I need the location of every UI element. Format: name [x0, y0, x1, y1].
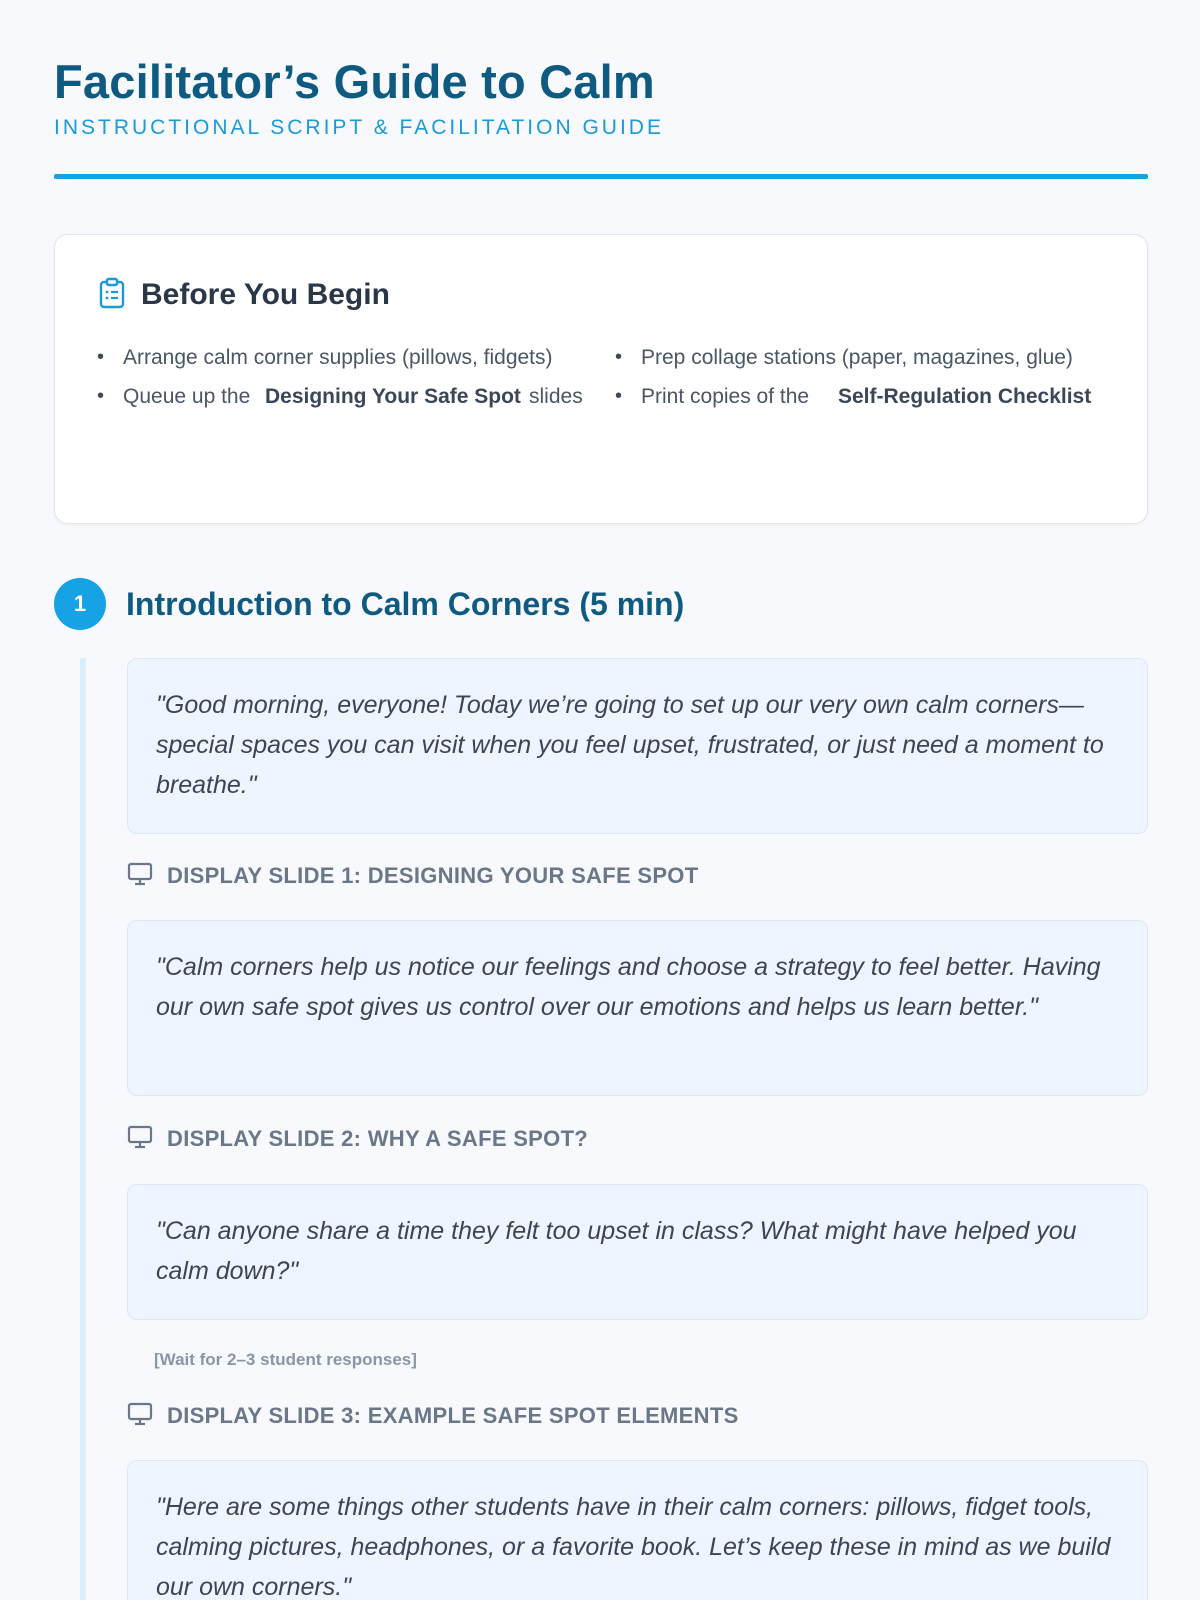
- section-title: Introduction to Calm Corners (5 min): [126, 585, 685, 622]
- script-quote: "Good morning, everyone! Today we’re going to set up our very own calm corners—special spaces you can visit when you feel upset, frustrated, or just need a moment to breathe.": [127, 658, 1148, 834]
- facilitator-note: [Wait for 2–3 student responses]: [154, 1350, 417, 1369]
- header-divider: [54, 174, 1148, 179]
- slide-cue: [127, 1400, 739, 1432]
- before-you-begin-card: [54, 234, 1148, 524]
- list-item-text: slides: [529, 385, 583, 408]
- step-number-badge: 1: [54, 578, 106, 630]
- script-quote: "Calm corners help us notice our feelings and choose a strategy to feel better. Having our own safe spot gives us control over our emotions and helps us learn better.": [127, 920, 1148, 1096]
- list-item-text: Prep collage stations (paper, magazines, glue): [641, 346, 1073, 369]
- card-header: [97, 275, 390, 315]
- monitor-icon: [127, 1401, 153, 1432]
- list-item: • Arrange calm corner supplies (pillows, fidgets): [97, 341, 615, 374]
- section-header: [54, 578, 684, 630]
- slides-title: Designing Your Safe Spot: [265, 385, 521, 408]
- list-item: • Queue up the Designing Your Safe Spot slides: [97, 380, 615, 413]
- prep-list: [97, 341, 1107, 413]
- checklist-title: Self-Regulation Checklist: [838, 385, 1092, 408]
- slide-cue-label: DISPLAY SLIDE 2: WHY A SAFE SPOT?: [167, 1126, 589, 1151]
- page-header: [54, 52, 1148, 142]
- monitor-icon: [127, 861, 153, 892]
- slide-cue-label: DISPLAY SLIDE 1: DESIGNING YOUR SAFE SPOT: [167, 863, 699, 888]
- slide-cue: [127, 1123, 588, 1155]
- page-subtitle: INSTRUCTIONAL SCRIPT & FACILITATION GUIDE: [54, 116, 664, 139]
- script-quote: "Can anyone share a time they felt too upset in class? What might have helped you calm down?": [127, 1184, 1148, 1320]
- clipboard-icon: [97, 277, 127, 314]
- list-item: • Print copies of the Self-Regulation Checklist: [615, 380, 1107, 413]
- script-quote: "Here are some things other students have in their calm corners: pillows, fidget tools, calming pictures, headphones, or a favorite book. Let’s keep these in mind as we build our own corners.": [127, 1460, 1148, 1600]
- list-item: • Prep collage stations (paper, magazines, glue): [615, 341, 1107, 374]
- card-title: Before You Begin: [141, 278, 390, 311]
- slide-cue-label: DISPLAY SLIDE 3: EXAMPLE SAFE SPOT ELEMENTS: [167, 1403, 739, 1428]
- list-item-text: Queue up the: [123, 385, 251, 408]
- monitor-icon: [127, 1124, 153, 1155]
- list-item-text: Arrange calm corner supplies (pillows, fidgets): [123, 346, 553, 369]
- timeline-rail: [80, 658, 86, 1600]
- page-title: Facilitator’s Guide to Calm: [54, 55, 655, 108]
- list-item-text: Print copies of the: [641, 385, 810, 408]
- slide-cue: [127, 860, 698, 892]
